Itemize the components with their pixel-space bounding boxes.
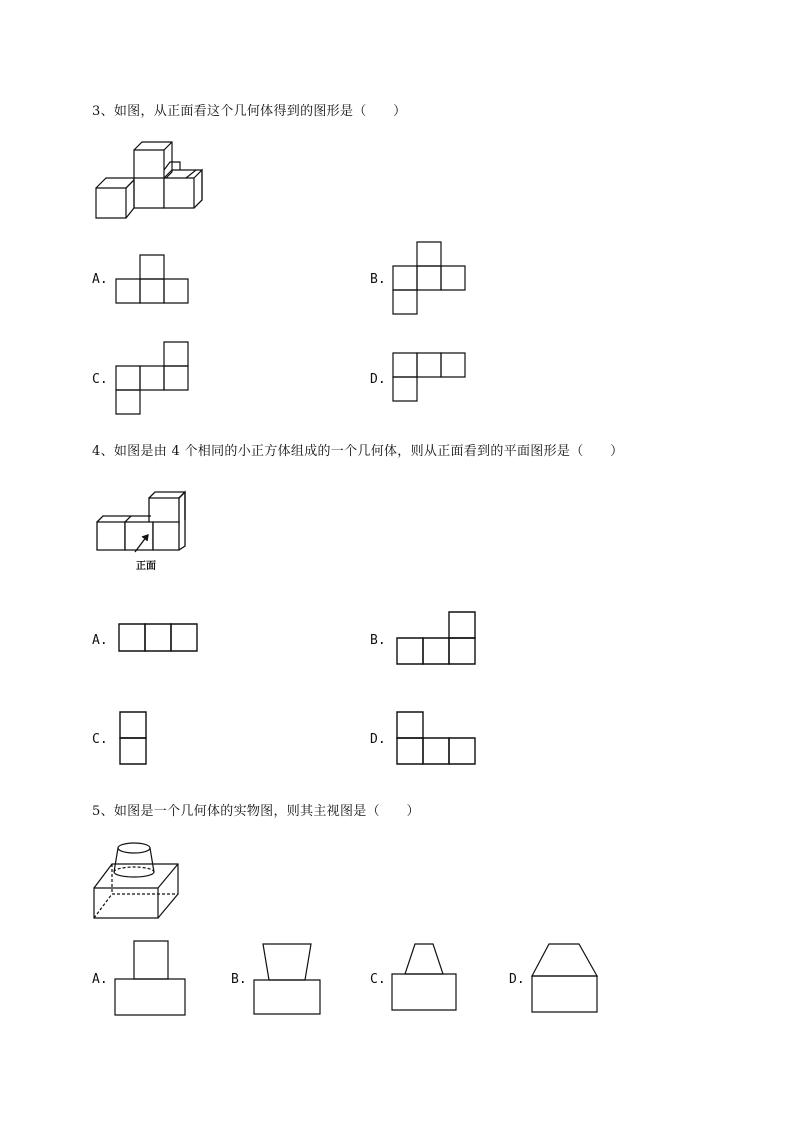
q4-option-c-label: C. xyxy=(92,732,108,747)
q5-option-b-figure[interactable] xyxy=(253,942,323,1016)
q4-option-a-label: A. xyxy=(92,633,108,648)
q3-option-d-figure[interactable] xyxy=(392,352,468,404)
q4-option-a-figure[interactable] xyxy=(118,623,200,653)
q5-option-a-label: A. xyxy=(92,972,108,987)
q5-solid-figure xyxy=(92,838,184,920)
q3-option-a-figure[interactable] xyxy=(115,254,191,304)
q3-option-b-figure[interactable] xyxy=(392,241,468,317)
q3-option-b-label: B. xyxy=(370,272,386,287)
q5-option-d-figure[interactable] xyxy=(531,942,601,1016)
q4-option-c-figure[interactable] xyxy=(119,711,149,767)
q4-option-d-figure[interactable] xyxy=(396,711,478,767)
q4-option-b-label: B. xyxy=(370,633,386,648)
q5-option-a-figure[interactable] xyxy=(114,940,188,1018)
q3-option-a-label: A. xyxy=(92,272,108,287)
q5-option-b-label: B. xyxy=(231,972,247,987)
q4-option-b-figure[interactable] xyxy=(396,611,478,667)
q5-option-c-label: C. xyxy=(370,972,386,987)
question-5-text: 5、如图是一个几何体的实物图，则其主视图是（ ） xyxy=(92,804,420,819)
question-3-text: 3、如图，从正面看这个几何体得到的图形是（ ） xyxy=(92,104,407,119)
q4-front-label: 正面 xyxy=(136,561,156,572)
q3-solid-figure xyxy=(94,140,206,222)
q3-option-d-label: D. xyxy=(370,372,386,387)
q3-option-c-label: C. xyxy=(92,372,108,387)
q5-option-c-figure[interactable] xyxy=(391,942,459,1014)
q4-option-d-label: D. xyxy=(370,732,386,747)
q3-option-c-figure[interactable] xyxy=(115,341,191,417)
question-4-text: 4、如图是由 4 个相同的小正方体组成的一个几何体，则从正面看到的平面图形是（ ） xyxy=(92,444,624,459)
q5-option-d-label: D. xyxy=(509,972,525,987)
q4-solid-figure xyxy=(95,490,191,552)
